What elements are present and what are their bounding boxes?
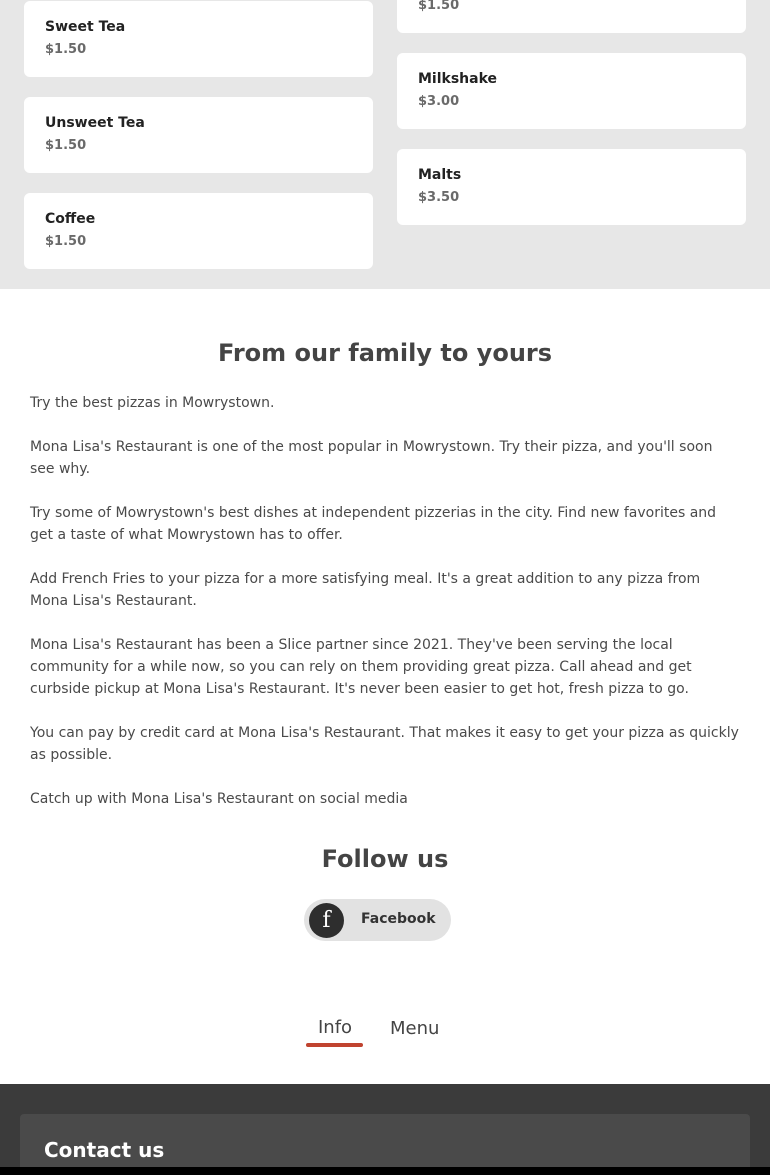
menu-item-price: $1.50: [45, 42, 87, 57]
facebook-icon: f: [309, 903, 344, 938]
tab-menu[interactable]: Menu: [390, 1018, 440, 1039]
menu-item-card[interactable]: [397, 0, 746, 33]
about-paragraph: Catch up with Mona Lisa's Restaurant on social media: [30, 791, 408, 807]
menu-item-name: Unsweet Tea: [45, 115, 145, 131]
facebook-label: Facebook: [361, 911, 436, 927]
menu-item-name: Sweet Tea: [45, 19, 126, 35]
tab-info[interactable]: Info: [318, 1017, 353, 1038]
menu-item-card[interactable]: [397, 53, 746, 129]
contact-title: Contact us: [44, 1138, 165, 1162]
about-paragraph: Mona Lisa's Restaurant has been a Slice partner since 2021. They've been serving the local community for a while now, so you can rely on them providing great pizza. Call ahead and get curbside pickup at Mona Lisa's Restaurant. It's never been easier to get hot, fresh pizza to go.: [30, 637, 692, 697]
menu-item-price: $1.50: [418, 0, 460, 13]
page-tabs: [0, 1010, 770, 1060]
menu-item-name: Malts: [418, 167, 462, 183]
facebook-button[interactable]: [304, 899, 451, 941]
bottom-bar: [0, 1167, 770, 1175]
about-paragraph: Mona Lisa's Restaurant is one of the most popular in Mowrystown. Try their pizza, and you'll soon see why.: [30, 439, 713, 477]
menu-item-card[interactable]: [24, 193, 373, 269]
menu-item-name: Milkshake: [418, 71, 498, 87]
menu-item-name: Coffee: [45, 211, 96, 227]
menu-item-price: $3.50: [418, 190, 460, 205]
menu-item-price: $1.50: [45, 234, 87, 249]
menu-item-card[interactable]: [24, 97, 373, 173]
contact-card: [20, 1114, 750, 1175]
menu-item-card[interactable]: [397, 149, 746, 225]
active-tab-indicator: [306, 1043, 363, 1047]
about-paragraph: Add French Fries to your pizza for a more satisfying meal. It's a great addition to any pizza from Mona Lisa's Restaurant.: [30, 571, 701, 609]
footer: [0, 1084, 770, 1175]
menu-item-card[interactable]: [24, 1, 373, 77]
menu-item-price: $1.50: [45, 138, 87, 153]
about-paragraph: Try some of Mowrystown's best dishes at independent pizzerias in the city. Find new favorites and get a taste of what Mowrystown has to offer.: [30, 505, 717, 543]
menu-section: [0, 0, 770, 289]
about-paragraph: Try the best pizzas in Mowrystown.: [30, 395, 275, 411]
about-paragraph: You can pay by credit card at Mona Lisa's Restaurant. That makes it easy to get your pizza as quickly as possible.: [30, 725, 739, 763]
about-title: From our family to yours: [217, 339, 553, 367]
follow-title: Follow us: [321, 845, 449, 873]
menu-item-price: $3.00: [418, 94, 460, 109]
